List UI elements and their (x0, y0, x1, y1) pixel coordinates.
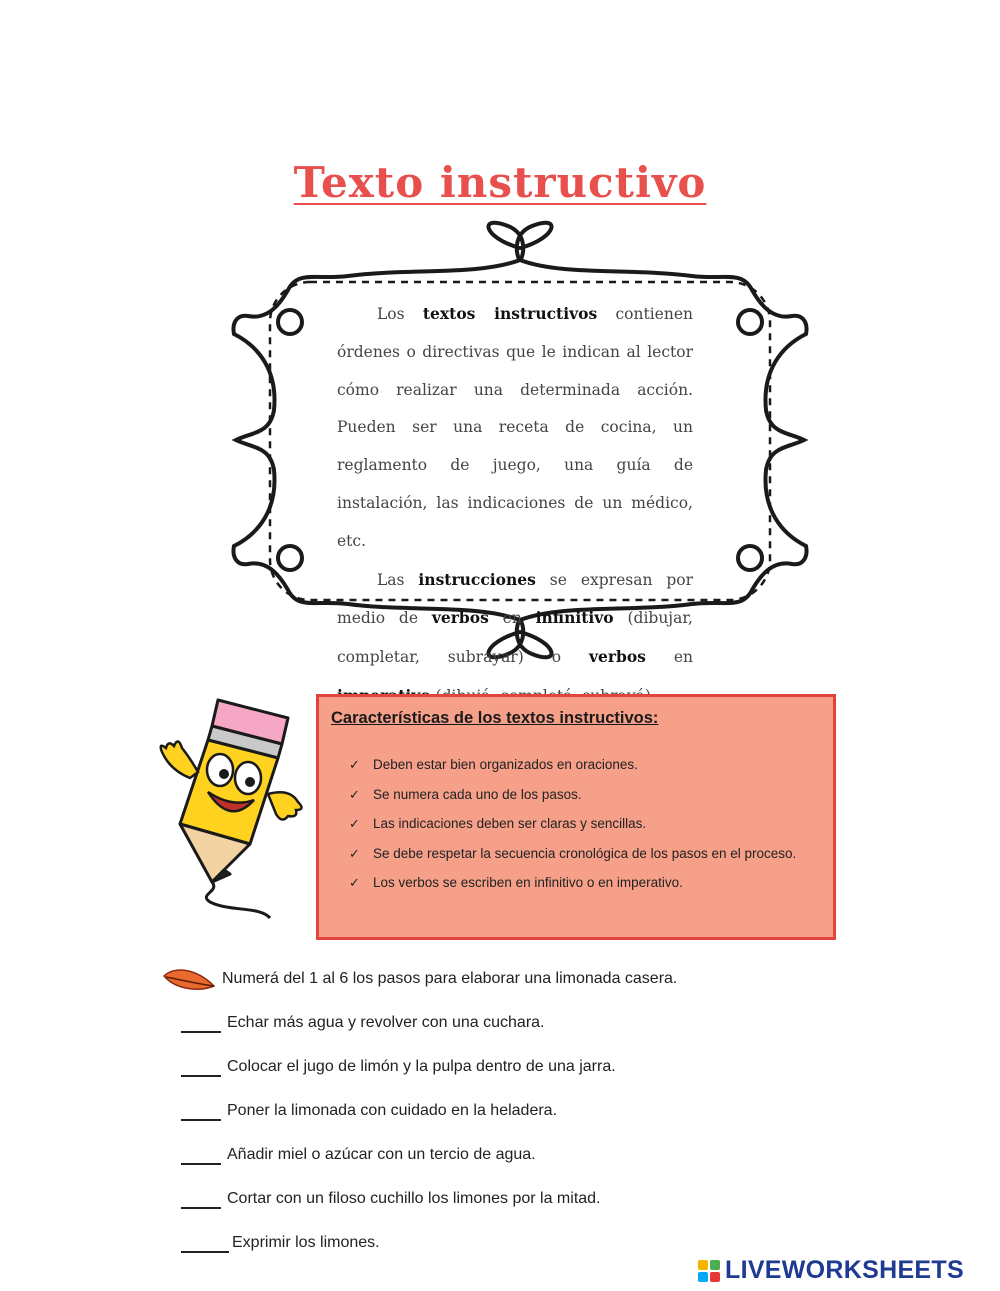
list-item (349, 750, 825, 780)
intro-p1-post: contienen órdenes o directivas que le indican al lector cómo realizar una determinada acción. Pueden ser una receta de cocina, un reglamento de juego, una guía de instalación, las indicaciones de un médico, etc. (337, 305, 693, 550)
intro-p2-h: verbos (588, 647, 646, 667)
logo-square-yellow (698, 1260, 708, 1270)
intro-p2-f: infinitivo (535, 608, 614, 628)
intro-p2-c: se expresan por medio de (337, 570, 693, 628)
check-icon: ✓ (349, 786, 360, 802)
intro-paragraph-1 (337, 295, 693, 561)
step-text: Añadir miel o azúcar con un tercio de agua. (227, 1146, 536, 1163)
answer-blank-input[interactable] (181, 1146, 221, 1165)
logo-square-red (710, 1272, 720, 1282)
list-item (349, 839, 825, 869)
brand-logo-icon (698, 1260, 720, 1282)
check-icon: ✓ (349, 757, 360, 772)
list-item-text: Se debe respetar la secuencia cronológica de los pasos en el proceso. (373, 845, 797, 861)
list-item-text: Las indicaciones deben ser claras y sencillas. (373, 816, 647, 831)
check-icon: ✓ (349, 816, 360, 831)
feather-icon (160, 966, 218, 994)
intro-p1-pre: Los (377, 305, 405, 323)
characteristics-list (349, 750, 825, 898)
page-title: Texto instructivo (293, 158, 707, 207)
pencil-mascot-icon (150, 692, 310, 924)
step-text: Poner la limonada con cuidado en la heladera. (227, 1102, 558, 1119)
brand-logo (698, 1256, 964, 1285)
list-item (349, 780, 825, 810)
list-item (181, 1014, 616, 1058)
list-item-text: Los verbos se escriben en infinitivo o en imperativo. (373, 875, 683, 890)
logo-square-blue (698, 1272, 708, 1282)
answer-blank-input[interactable] (181, 1102, 221, 1121)
brand-name: LIVEWORKSHEETS (725, 1256, 964, 1284)
exercise-instruction: Numerá del 1 al 6 los pasos para elaborar una limonada casera. (222, 970, 678, 987)
logo-square-green (710, 1260, 720, 1270)
answer-blank-input[interactable] (181, 1234, 229, 1253)
list-item (349, 809, 825, 839)
list-item-text: Deben estar bien organizados en oraciones. (373, 757, 638, 772)
list-item-text: Se numera cada uno de los pasos. (373, 786, 582, 802)
list-item (181, 1234, 616, 1278)
steps-list (181, 1014, 616, 1278)
step-text: Colocar el jugo de limón y la pulpa dentro de una jarra. (227, 1058, 616, 1075)
intro-paragraph-2 (337, 561, 693, 716)
intro-p2-a: Las (377, 570, 405, 589)
characteristics-box (316, 694, 836, 940)
check-icon: ✓ (349, 875, 360, 890)
step-text: Cortar con un filoso cuchillo los limones por la mitad. (227, 1190, 601, 1207)
answer-blank-input[interactable] (181, 1014, 221, 1033)
step-text: Echar más agua y revolver con una cuchara. (227, 1014, 545, 1031)
intro-p2-i: en (673, 648, 693, 667)
list-item (181, 1146, 616, 1190)
list-item (349, 868, 825, 898)
intro-p2-d: verbos (431, 608, 489, 628)
intro-p2-e: en (502, 609, 522, 628)
intro-p2-g: (dibujar, completar, subrayar) o (337, 609, 693, 667)
intro-p1-bold: textos instructivos (422, 304, 598, 323)
check-icon: ✓ (349, 845, 360, 861)
characteristics-title: Características de los textos instructivos: (331, 709, 659, 727)
list-item (181, 1190, 616, 1234)
step-text: Exprimir los limones. (232, 1234, 380, 1251)
answer-blank-input[interactable] (181, 1058, 221, 1077)
intro-p2-b: instrucciones (418, 569, 536, 589)
list-item (181, 1058, 616, 1102)
answer-blank-input[interactable] (181, 1190, 221, 1209)
intro-text (337, 295, 693, 716)
list-item (181, 1102, 616, 1146)
